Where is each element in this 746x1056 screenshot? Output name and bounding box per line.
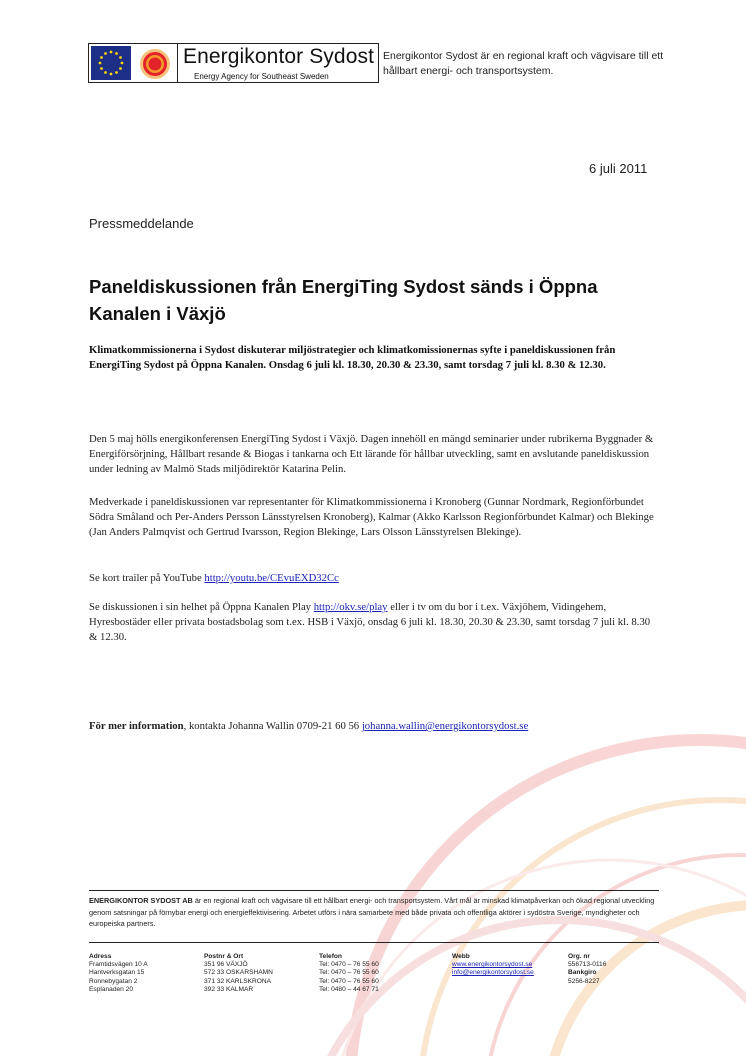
viewing-text: Se diskussionen i sin helhet på Öppna Kanalen Play [89,601,314,613]
address-line: Ronnebygatan 2 [89,977,138,985]
org-heading: Org. nr [568,953,590,960]
footer-about-text: är en regional kraft och vägvisare till ett hållbart energi- och transportsystem. Vårt mål är minskad klimatpåverkan och ökad regional utveckling genom satsningar på förnybar energi och energieffektivisering. Arbetet utförs i nära samarbete med både privata och offentliga aktörer i sydöstra Sverige, myndigheter och europeiska partners. [89,896,655,928]
postal-heading: Postnr & Ort [204,953,244,960]
viewing-paragraph [89,600,659,645]
phone-heading: Telefon [319,953,342,960]
brand-subtitle: Energy Agency for Southeast Sweden [194,72,329,81]
contact-email-link[interactable]: johanna.wallin@energikontorsydost.se [361,720,529,732]
email-link[interactable]: info@energikontorsydost.se [452,969,534,977]
footer-about [89,895,657,930]
headline: Paneldiskussionen från EnergiTing Sydost sänds i Öppna Kanalen i Växjö [89,276,598,324]
footer-divider [89,942,659,943]
okv-play-link[interactable]: http://okv.se/play [313,601,388,613]
footer-web-column [452,953,562,978]
lead-paragraph: Klimatkommissionerna i Sydost diskuterar miljöstrategier och klimatkomissionernas syfte i paneldiskussionen från EnergiTing Sydost på Öppna Kanalen. Onsdag 6 juli kl. 18.30, 20.30 & 23.30, samt torsdag 7 juli kl. 8.30 & 12.30. [89,344,616,371]
footer-postal-column [204,953,314,994]
energikontor-logo-icon [139,48,171,80]
footer-company: ENERGIKONTOR SYDOST AB [89,896,193,905]
footer-divider [89,890,659,891]
web-heading: Webb [452,953,470,960]
trailer-paragraph [89,571,659,586]
org-number: 556713-0116 [568,961,607,969]
trailer-text: Se kort trailer på YouTube [89,572,205,584]
contact-line [89,720,528,732]
phone-line: Tel: 0470 – 76 55 60 [319,977,379,985]
website-link[interactable]: www.energikontorsydost.se [452,961,533,969]
youtube-link[interactable]: http://youtu.be/CEvuEXD32Cc [204,572,339,584]
postal-line: 371 32 KARLSKRONA [204,977,272,985]
press-date: 6 juli 2011 [589,161,648,176]
phone-line: Tel: 0470 – 76 55 60 [319,961,379,969]
footer-address-column [89,953,199,994]
body-paragraph: Medverkade i paneldiskussionen var representanter för Klimatkommissionerna i Kronoberg (Gunnar Nordmark, Regionförbundet Södra Småland och Per-Anders Persson Länsstyrelsen Kronoberg), Kalmar (Akko Karlsson Regionförbundet Kalmar) och Blekinge (Jan Anders Palmqvist och Gertrud Ivarsson, Region Blekinge, Lars Olsson Länsstyrelsen Blekinge). [89,496,654,538]
bankgiro-heading: Bankgiro [568,969,597,977]
contact-text: , kontakta Johanna Wallin 0709-21 60 56 [183,720,362,732]
body-paragraph: Den 5 maj hölls energikonferensen EnergiTing Sydost i Växjö. Dagen innehöll en mängd seminarier under rubrikerna Byggnader & Energiförsörjning, Hållbart resande & Biogas i tankarna och Ett lärande för hållbar utveckling, samt en avslutande paneldiskussion under ledning av Malmö Stads miljödirektör Katarina Pelin. [89,433,654,475]
address-line: Framtidsvägen 10 A [89,961,148,969]
phone-line: Tel: 0470 – 76 55 60 [319,969,379,977]
bankgiro-number: 5256-8227 [568,977,600,985]
address-heading: Adress [89,953,112,960]
viewing-text-cont: eller i tv om du bor i t.ex. Växjöhem, Vidingehem, Hyresbostäder eller privata bostadsbolag som t.ex. HSB i Växjö, onsdag 6 juli kl. 18.30, 20.30 & 23.30, samt torsdag 7 juli kl. 8.30 & 12.30. [89,601,651,643]
footer-phone-column [319,953,449,994]
phone-line: Tel: 0480 – 44 67 71 [319,985,379,993]
footer-org-column [568,953,658,986]
header-tagline: Energikontor Sydost är en regional kraft och vägvisare till ett hållbart energi- och transportsystem. [383,50,664,77]
brand-name: Energikontor Sydost [183,45,375,68]
postal-line: 572 33 OSKARSHAMN [204,969,273,977]
contact-label: För mer information [89,720,184,732]
logo-divider [177,43,178,83]
address-line: Esplanaden 20 [89,985,133,993]
address-line: Hantverksgatan 15 [89,969,145,977]
postal-line: 392 33 KALMAR [204,985,254,993]
postal-line: 351 96 VÄXJÖ [204,961,248,969]
document-type: Pressmeddelande [89,216,194,231]
eu-flag-icon [91,46,131,80]
